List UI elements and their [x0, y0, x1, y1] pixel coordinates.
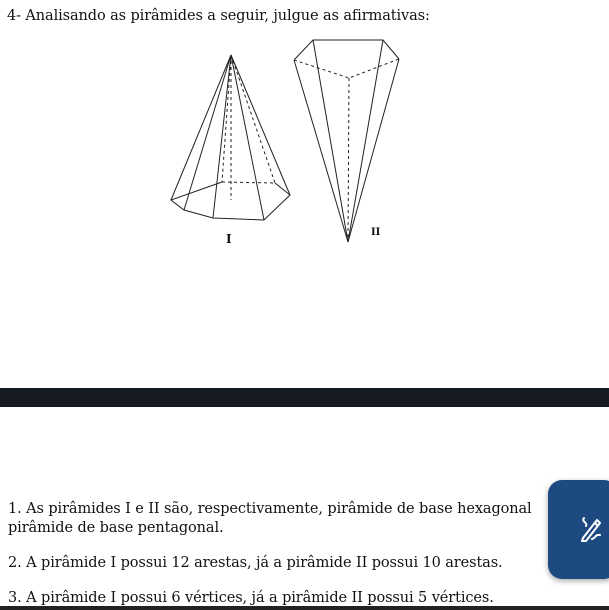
page-divider — [0, 388, 609, 407]
pyramid-II — [294, 40, 399, 242]
pyramids-figure — [160, 30, 420, 250]
statement-1-line-1: 1. As pirâmides I e II são, respectivamente, pirâmide de base hexagonal — [8, 501, 532, 517]
pyramid-I — [171, 55, 290, 220]
pyramid-I-label: I — [226, 232, 232, 246]
pyramid-II-label: II — [371, 227, 381, 238]
edit-fab-button[interactable] — [548, 480, 609, 579]
statement-2: 2. A pirâmide I possui 12 arestas, já a pirâmide II possui 10 arestas. — [8, 555, 503, 571]
statement-3: 3. A pirâmide I possui 6 vértices, já a pirâmide II possui 5 vértices. — [8, 590, 494, 606]
question-title: 4- Analisando as pirâmides a seguir, julgue as afirmativas: — [7, 8, 430, 24]
edit-pen-icon — [578, 514, 604, 546]
statement-1-line-2: pirâmide de base pentagonal. — [8, 520, 224, 536]
bottom-rule — [0, 606, 609, 610]
